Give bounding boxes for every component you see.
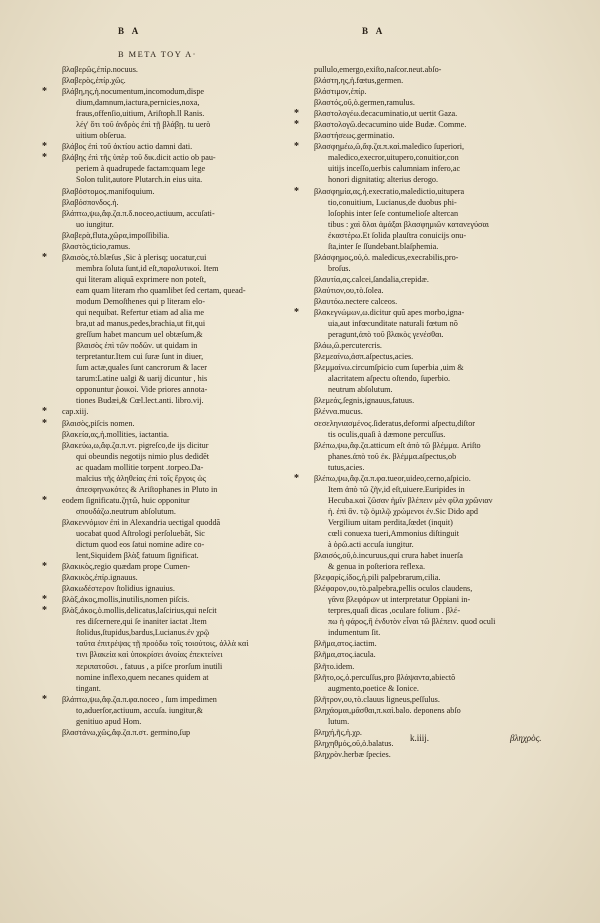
entry-text: βλάπτω,ψω,ἄφ.ζα.π.φα.noceo , ſum impedimen <box>62 694 217 704</box>
entry-line <box>292 384 560 395</box>
entry-line <box>40 241 294 252</box>
entry-line <box>40 406 294 417</box>
entry-text: τινι βλακεία καὶ ὑποκρίσει ἀνοίας ἐπεκτείνει <box>76 650 223 660</box>
entry-line <box>40 539 294 550</box>
entry-text: modum Demoſthenes qui p literam elo- <box>76 296 205 306</box>
asterisk-marker-icon: * <box>42 494 47 506</box>
entry-text: βληχηθμός,οῦ,ὁ.balatus. <box>314 738 394 748</box>
entry-text: βλακικὸς,regio quædam prope Cumen- <box>62 562 190 572</box>
entry-line <box>40 119 294 130</box>
entry-text: ταῦτα ἐπιτρέψας τῇ προόδω τοῖς τοιούτοις, ἀλλὰ καὶ <box>76 639 249 649</box>
entry-text: ſta,inter ſe ſſundebant.blaſphemia. <box>328 241 439 251</box>
entry-text: βλὰξ,ἀκος,mollis,inutilis,nomen piſcis. <box>62 595 190 605</box>
entry-line <box>292 716 560 727</box>
entry-text: βλάβη,ης,ἡ.nocumentum,incomodum,dispe <box>62 87 205 97</box>
entry-text: βληχρὸν.herbæ ſpecies. <box>314 749 391 759</box>
entry-text: Hecuba.καὶ ζῶσαν ἡμῖν βλέπειν μὲν φίλα χρῶνιαν <box>328 495 493 505</box>
signature-mark: k.iiij. <box>410 733 430 743</box>
entry-line <box>40 594 294 605</box>
entry-line <box>292 186 560 197</box>
entry-text: βλακεννόμιον ἐπὶ in Alexandria uectigal quoddã <box>62 517 221 527</box>
entry-line <box>40 572 294 583</box>
entry-line <box>292 594 560 605</box>
entry-line <box>40 727 294 738</box>
entry-text: λέγ' ὅτι τοῦ ἀνδρὸς ἐπὶ τῇ βλάβῃ. tu uerò <box>76 120 211 130</box>
entry-text: tiones Budæi,& Cœl.lect.anti. libro.vij. <box>76 396 204 406</box>
entry-text: uitium obſerua. <box>76 131 127 141</box>
entry-text: tingant. <box>76 683 101 693</box>
entry-text: lent,Siquidem βλὰξ fatuum ſignificat. <box>76 551 199 561</box>
entry-text: eodem ſignificatu.ζητῶ, huic opponitur <box>62 495 190 505</box>
entry-line <box>40 86 294 97</box>
entry-text: πω ἡ φάρος,ἢ ἐνδυτὸν εἶναι τῶ βλέπειν. quod oculi <box>328 617 496 627</box>
right-column <box>292 64 560 760</box>
entry-line <box>292 373 560 384</box>
entry-line <box>40 672 294 683</box>
entry-line <box>292 694 560 705</box>
entry-text: βλαυτία,ας.calcei,ſandalia,crepidæ. <box>314 274 429 284</box>
entry-text: βλῆτο,ος,ὁ.percuſſus,pro βλάψαντα,abiectõ <box>314 672 456 682</box>
entry-line <box>40 208 294 219</box>
entry-line <box>40 174 294 185</box>
entry-line <box>292 451 560 462</box>
entry-line <box>40 130 294 141</box>
catchword: βληχρὸς. <box>510 733 542 743</box>
entry-text: à ὁρῶ.acti accuſa iungitur. <box>328 540 414 550</box>
entry-line <box>292 64 560 75</box>
entry-line <box>292 429 560 440</box>
entry-text: opponuntur ῥοικοί. Vide priores annota- <box>76 385 208 395</box>
entry-line <box>292 550 560 561</box>
entry-line <box>292 340 560 351</box>
entry-text: βλακεύω,ω,ἄφ.ζα.π.ντ. pigreſco,de ijs dicitur <box>62 440 209 450</box>
entry-text: Item ἀπὸ τῶ ζῆν,id eſt,uiuere.Euripides in <box>328 484 465 494</box>
asterisk-marker-icon: * <box>294 307 299 319</box>
entry-text: cap.xiij. <box>62 407 89 417</box>
entry-line <box>40 340 294 351</box>
entry-text: σεσεληνιασμένος.ſideratus,deformi aſpectu,diſtor <box>314 418 476 428</box>
entry-line <box>292 307 560 318</box>
entry-text: loſophis inter ſeſe contumelioſe altercan <box>328 208 459 218</box>
entry-text: terpretantur.Item cui ſuræ ſunt in diuer, <box>76 352 204 362</box>
entry-text: βλάω,ῶ.percutercris. <box>314 341 382 351</box>
entry-line <box>292 473 560 484</box>
entry-text: dium,damnum,iactura,pernicies,noxa, <box>76 98 200 108</box>
entry-text: dictum quod eos ſatui nomine adire co- <box>76 540 205 550</box>
entry-line <box>292 418 560 429</box>
entry-line <box>292 274 560 285</box>
entry-text: βλαστός,οῦ,ὁ.germen,ramulus. <box>314 98 415 108</box>
asterisk-marker-icon: * <box>42 141 47 153</box>
entry-line <box>40 583 294 594</box>
entry-text: tis oculis,quaſi à dæmone percuſſus. <box>328 429 446 439</box>
entry-text: βλαυτόω.nectere calceos. <box>314 296 398 306</box>
entry-text: σπουδάζω.neutrum abſolutum. <box>76 506 176 516</box>
asterisk-marker-icon: * <box>42 152 47 164</box>
entry-text: tutus,acies. <box>328 462 365 472</box>
entry-text: ſum actæ,quales ſunt cancrorum & lacer <box>76 363 207 373</box>
asterisk-marker-icon: * <box>294 472 299 484</box>
entry-line <box>292 462 560 473</box>
entry-text: ἐκαστέρω.Et ſolida plauſtra conuicijs onu- <box>328 230 467 240</box>
asterisk-marker-icon: * <box>42 251 47 263</box>
asterisk-marker-icon: * <box>42 561 47 573</box>
entry-text: & genua in poſteriora reflexa. <box>328 562 426 572</box>
entry-text: βλάστη,ης,ἡ.fœtus,germen. <box>314 76 404 86</box>
entry-line <box>292 605 560 616</box>
entry-text: βλεμεάς,ſegnis,ignauus,fatuus. <box>314 396 415 406</box>
entry-text: indumentum ſit. <box>328 628 381 638</box>
entry-line <box>40 484 294 495</box>
entry-line <box>40 384 294 395</box>
entry-line <box>292 285 560 296</box>
entry-line <box>292 661 560 672</box>
entry-text: βλαβερῶς,ἐπίρ.nocuus. <box>62 65 138 74</box>
entry-line <box>40 649 294 660</box>
entry-text: βληχή,ῆς,ἡ.χρ. <box>314 727 362 737</box>
entry-line <box>40 351 294 362</box>
entry-text: βλῆμα,ατος.iacula. <box>314 650 376 660</box>
entry-line <box>40 451 294 462</box>
asterisk-marker-icon: * <box>42 406 47 418</box>
entry-text: βλαισός,οῦ,ὁ.incuruus,qui crura habet inuerſa <box>314 551 463 561</box>
entry-text: βλεμεαίνω,ἀσπ.aſpectus,acies. <box>314 352 414 362</box>
entry-line <box>40 75 294 86</box>
entry-line <box>40 705 294 716</box>
entry-text: ac quadam mollitie torpent .torpeo.Da- <box>76 462 204 472</box>
entry-line <box>292 174 560 185</box>
entry-text: βλέπω,ψω,ἄφ.ζα.π.φα.tueor,uideo,cerno,aſpicio. <box>314 473 471 483</box>
entry-line <box>292 329 560 340</box>
entry-line <box>40 683 294 694</box>
entry-line <box>40 362 294 373</box>
entry-text: uo iungitur. <box>76 219 114 229</box>
entry-line <box>292 749 560 760</box>
entry-text: malcius τῆς ἀληθείας ἐπὶ τοῖς ἔργοις ὡς <box>76 473 207 483</box>
entry-line <box>40 605 294 616</box>
entry-line <box>40 296 294 307</box>
entry-line <box>40 186 294 197</box>
entry-text: βλῆμα,ατος.iactim. <box>314 639 377 649</box>
entry-line <box>292 406 560 417</box>
entry-line <box>292 627 560 638</box>
entry-line <box>40 661 294 672</box>
entry-line <box>292 97 560 108</box>
entry-text: broſus. <box>328 263 351 273</box>
entry-text: pullulo,emergo,exiſto,naſcor.neut.abſo- <box>314 65 442 74</box>
entry-line <box>292 119 560 130</box>
entry-text: qui obeundis negotijs nimio plus dedidēt <box>76 451 210 461</box>
entry-text: βλακωδέστερον ſtolidius ignauius. <box>62 584 175 594</box>
entry-text: βλαστάνω,χῶς,ἄφ.ζα.π.στ. germino,ſup <box>62 727 191 737</box>
entry-line <box>292 528 560 539</box>
entry-line <box>292 561 560 572</box>
entry-text: eam quam literam rho quamlibet ſed certam, quead- <box>76 285 246 295</box>
entry-line <box>40 418 294 429</box>
entry-line <box>40 440 294 451</box>
asterisk-marker-icon: * <box>42 594 47 606</box>
entry-line <box>292 517 560 528</box>
asterisk-marker-icon: * <box>294 119 299 131</box>
entry-line <box>40 64 294 75</box>
entry-text: lutum. <box>328 716 350 726</box>
entry-line <box>292 539 560 550</box>
entry-line <box>40 307 294 318</box>
entry-line <box>40 274 294 285</box>
entry-text: augmento,poetice & Ionice. <box>328 683 419 693</box>
entry-line <box>292 572 560 583</box>
entry-text: βλαβερὰ,fluta,χῶρα,impoſſibilia. <box>62 230 170 240</box>
entry-text: uia,aut infœcunditate naturali fœtum nõ <box>328 319 458 329</box>
entry-text: tibus : χαὶ ὅλαι ἁμάξαι βλασφημιῶν κατανεγύσαι <box>328 219 489 229</box>
entry-text: nomine inflexo,quem necanes quidem at <box>76 672 209 682</box>
entry-text: βλέφαρον,ου,τὸ.palpebra,pellis oculos claudens, <box>314 584 473 594</box>
entry-text: genitiuo apud Hom. <box>76 716 142 726</box>
entry-text: periem à quadrupede factam:quam lege <box>76 164 206 174</box>
entry-text: βλακεία,ας,ἡ.mollities, iactantia. <box>62 429 169 439</box>
entry-line <box>292 638 560 649</box>
entry-text: βλαβόσπονδος.ἡ. <box>62 197 119 207</box>
entry-text: qui literam aliquã exprimere non poteſt, <box>76 274 207 284</box>
entry-text: uocabat quod Aſtrologi perſoluebãt, Sic <box>76 528 205 538</box>
entry-line <box>40 252 294 263</box>
entry-line <box>292 362 560 373</box>
asterisk-marker-icon: * <box>42 86 47 98</box>
entry-line <box>40 473 294 484</box>
entry-line <box>40 318 294 329</box>
entry-text: βλασφημία,ας,ἡ.execratio,maledictio,uitupera <box>314 186 465 196</box>
entry-line <box>40 329 294 340</box>
entry-line <box>40 141 294 152</box>
entry-line <box>292 683 560 694</box>
running-head: B META TOY A· <box>118 50 197 59</box>
entry-text: to,aduerſor,actiuum, accuſa. iungitur,& <box>76 705 203 715</box>
entry-line <box>292 296 560 307</box>
entry-text: βλασφημέω,ῶ,ἄφ.ζα.π.καὶ.maledico ſuperiori, <box>314 142 465 152</box>
entry-line <box>292 219 560 230</box>
entry-text: alacritatem aſpectu oſtendo, ſuperbio. <box>328 374 451 384</box>
entry-line <box>292 705 560 716</box>
entry-line <box>40 197 294 208</box>
entry-text: tarum:Latine ualgi & uarij dicuntur , his <box>76 374 208 384</box>
entry-text: βλάπτω,ψω,ἄφ.ζα.π.δ.noceo,actiuum, accuſati- <box>62 208 215 218</box>
entry-line <box>292 86 560 97</box>
entry-text: membra ſoluta ſunt,id eſt,παραλυτικοί. Item <box>76 263 219 273</box>
entry-text: βλαστήσεως.germinatio. <box>314 131 395 141</box>
entry-text: βλάσφημος,οὐ,ὁ. maledicus,execrabilis,pro- <box>314 252 459 262</box>
entry-line <box>40 163 294 174</box>
entry-line <box>292 230 560 241</box>
entry-text: βλαύτιον,ου,τὸ.ſolea. <box>314 285 384 295</box>
entry-line <box>40 219 294 230</box>
entry-text: res diſcernere,qui ſe inaniter iactat .Item <box>76 617 207 627</box>
entry-text: βλάβος ἐπὶ τοῦ ἀκτίου actio damni dati. <box>62 142 193 152</box>
entry-text: tio,conuitium, Lucianus,de duobus phi- <box>328 197 457 207</box>
entry-line <box>40 395 294 406</box>
entry-line <box>40 373 294 384</box>
entry-line <box>292 108 560 119</box>
entry-text: ἡ. ἐπὶ ἂν. τῷ ὁμιλῷ χρώμενοι ἐν.Sic Dido apd <box>328 506 479 516</box>
entry-line <box>40 429 294 440</box>
entry-text: Vergilium uitam perdita,ſœdet (inquit) <box>328 517 453 527</box>
entry-line <box>292 395 560 406</box>
entry-line <box>292 440 560 451</box>
entry-line <box>292 351 560 362</box>
entry-text: peragunt,ἀπὸ τοῦ βλακὸς γενέσθαι. <box>328 330 444 340</box>
entry-text: περιπατοῦσι. , fatuus , a piſce prorſum inutili <box>76 661 223 671</box>
entry-line <box>40 716 294 727</box>
entry-line <box>40 550 294 561</box>
entry-text: ſtolidus,ſtupidus,bardus,Lucianus.ἐν χρῷ <box>76 628 210 638</box>
entry-text: βληχάομαι,μᾶσθαι,π.καὶ.balo. deponens abſo <box>314 705 461 715</box>
entry-line <box>292 141 560 152</box>
signature-left: B A <box>118 26 142 36</box>
entry-line <box>292 197 560 208</box>
entry-line <box>292 583 560 594</box>
entry-line <box>292 263 560 274</box>
entry-text: βλακεγνώμων,ω.dicitur quũ apes morbo,igna- <box>314 308 465 318</box>
entry-line <box>40 263 294 274</box>
entry-line <box>292 318 560 329</box>
entry-text: βλάβης ἐπὶ τῆς ὑπὲρ τοῦ δικ.dicit actio ob pau- <box>62 153 216 163</box>
entry-text: βλαβερὸς,ἐπίρ.χῶς. <box>62 76 126 86</box>
entry-text: terpres,quaſi dicas ,oculare folium . βλέ- <box>328 606 461 616</box>
entry-text: βλεφαρίς,ίδος,ἡ.pili palpebrarum,cilia. <box>314 573 441 583</box>
entry-text: phanes.ἀπὸ τοῦ ἐκ. βλέμμα.aſpectus,ob <box>328 451 457 461</box>
entry-line <box>40 517 294 528</box>
entry-text: maledico,execror,uitupero,conuitior,con <box>328 153 459 163</box>
entry-line <box>40 495 294 506</box>
entry-line <box>40 462 294 473</box>
entry-text: βλέπω,ψω,ἄφ.ζα.atticum eſt ἀπὸ τῶ βλέμμα. Ariſto <box>314 440 481 450</box>
entry-text: qui nequibat. Refertur etiam ad alia me <box>76 308 204 318</box>
entry-text: βλὰξ,ἀκος,ὁ.mollis,delicatus,laſcirius,qui neſcit <box>62 606 217 616</box>
asterisk-marker-icon: * <box>294 108 299 120</box>
entry-text: neutrum abſolutum. <box>328 385 393 395</box>
asterisk-marker-icon: * <box>42 693 47 705</box>
left-column <box>40 64 294 738</box>
entry-line <box>292 649 560 660</box>
entry-text: βλαισὸς,piſcis nomen. <box>62 418 135 428</box>
entry-text: βλεμμαίνω.circumſpicio cum ſuperbia ,uim & <box>314 363 464 373</box>
signature-right: B A <box>362 26 386 36</box>
entry-text: βλαστὸς,ticio,ramus. <box>62 241 131 251</box>
entry-line <box>40 694 294 705</box>
entry-text: βλαστολογῶ.decacumino uide Budæ. Comme. <box>314 120 467 130</box>
entry-line <box>40 108 294 119</box>
entry-line <box>292 672 560 683</box>
entry-text: greſſum habet mancum uel obtæſum,& <box>76 330 203 340</box>
asterisk-marker-icon: * <box>294 141 299 153</box>
entry-text: fraus,offenſio,uitium, Ariſtoph.ll Ranis. <box>76 109 205 119</box>
entry-line <box>292 495 560 506</box>
entry-text: βλαισὸς,τὸ.blæſus ,Sic à plerisq; uocatur,cui <box>62 252 207 262</box>
asterisk-marker-icon: * <box>294 185 299 197</box>
entry-line <box>40 152 294 163</box>
entry-line <box>292 241 560 252</box>
entry-text: βλακικὸς,ἐπίρ.ignauus. <box>62 573 138 583</box>
entry-text: βλαισὸς ἐπὶ τῶν ποδῶν. ut quidam in <box>76 341 198 351</box>
entry-line <box>40 230 294 241</box>
asterisk-marker-icon: * <box>42 417 47 429</box>
entry-line <box>40 627 294 638</box>
entry-text: βλαστολογέω.decacuminatio,ut uertit Gaza. <box>314 109 458 119</box>
entry-line <box>292 130 560 141</box>
entry-text: βλάστιμον,ἐπίρ. <box>314 87 367 97</box>
entry-line <box>40 616 294 627</box>
entry-text: βλῆτρον,ου,τὸ.clauus ligneus,peſſulus. <box>314 694 440 704</box>
entry-line <box>40 528 294 539</box>
entry-line <box>40 506 294 517</box>
entry-line <box>40 285 294 296</box>
entry-line <box>292 75 560 86</box>
entry-text: γᾶνα βλεφάρων ut interpretatur Oppiani in- <box>328 595 471 605</box>
entry-line <box>40 561 294 572</box>
entry-line <box>292 484 560 495</box>
entry-line <box>292 616 560 627</box>
entry-text: uitijs inceſſo,uerbis calumniam infero,ac <box>328 164 461 174</box>
entry-line <box>292 208 560 219</box>
entry-text: honori dignitatiq; alterius derogo. <box>328 175 439 185</box>
entry-text: βλαβόστομος.manifoquium. <box>62 186 155 196</box>
entry-line <box>292 152 560 163</box>
entry-line <box>292 506 560 517</box>
entry-text: ἀπεσφηνωκότες & Ariſtophanes in Pluto in <box>76 484 218 494</box>
entry-line <box>292 252 560 263</box>
entry-text: cœli conuexa tueri,Ammonius diſtinguit <box>328 528 459 538</box>
entry-text: bra,ut ad manus,pedes,brachia,ut fit,qui <box>76 319 206 329</box>
entry-line <box>292 163 560 174</box>
entry-line <box>40 97 294 108</box>
entry-line <box>40 638 294 649</box>
asterisk-marker-icon: * <box>42 605 47 617</box>
entry-text: βλῆτο.idem. <box>314 661 355 671</box>
entry-text: βλέννα.mucus. <box>314 407 363 417</box>
entry-text: Solon tulit,autore Plutarch.in eius uita. <box>76 175 203 185</box>
